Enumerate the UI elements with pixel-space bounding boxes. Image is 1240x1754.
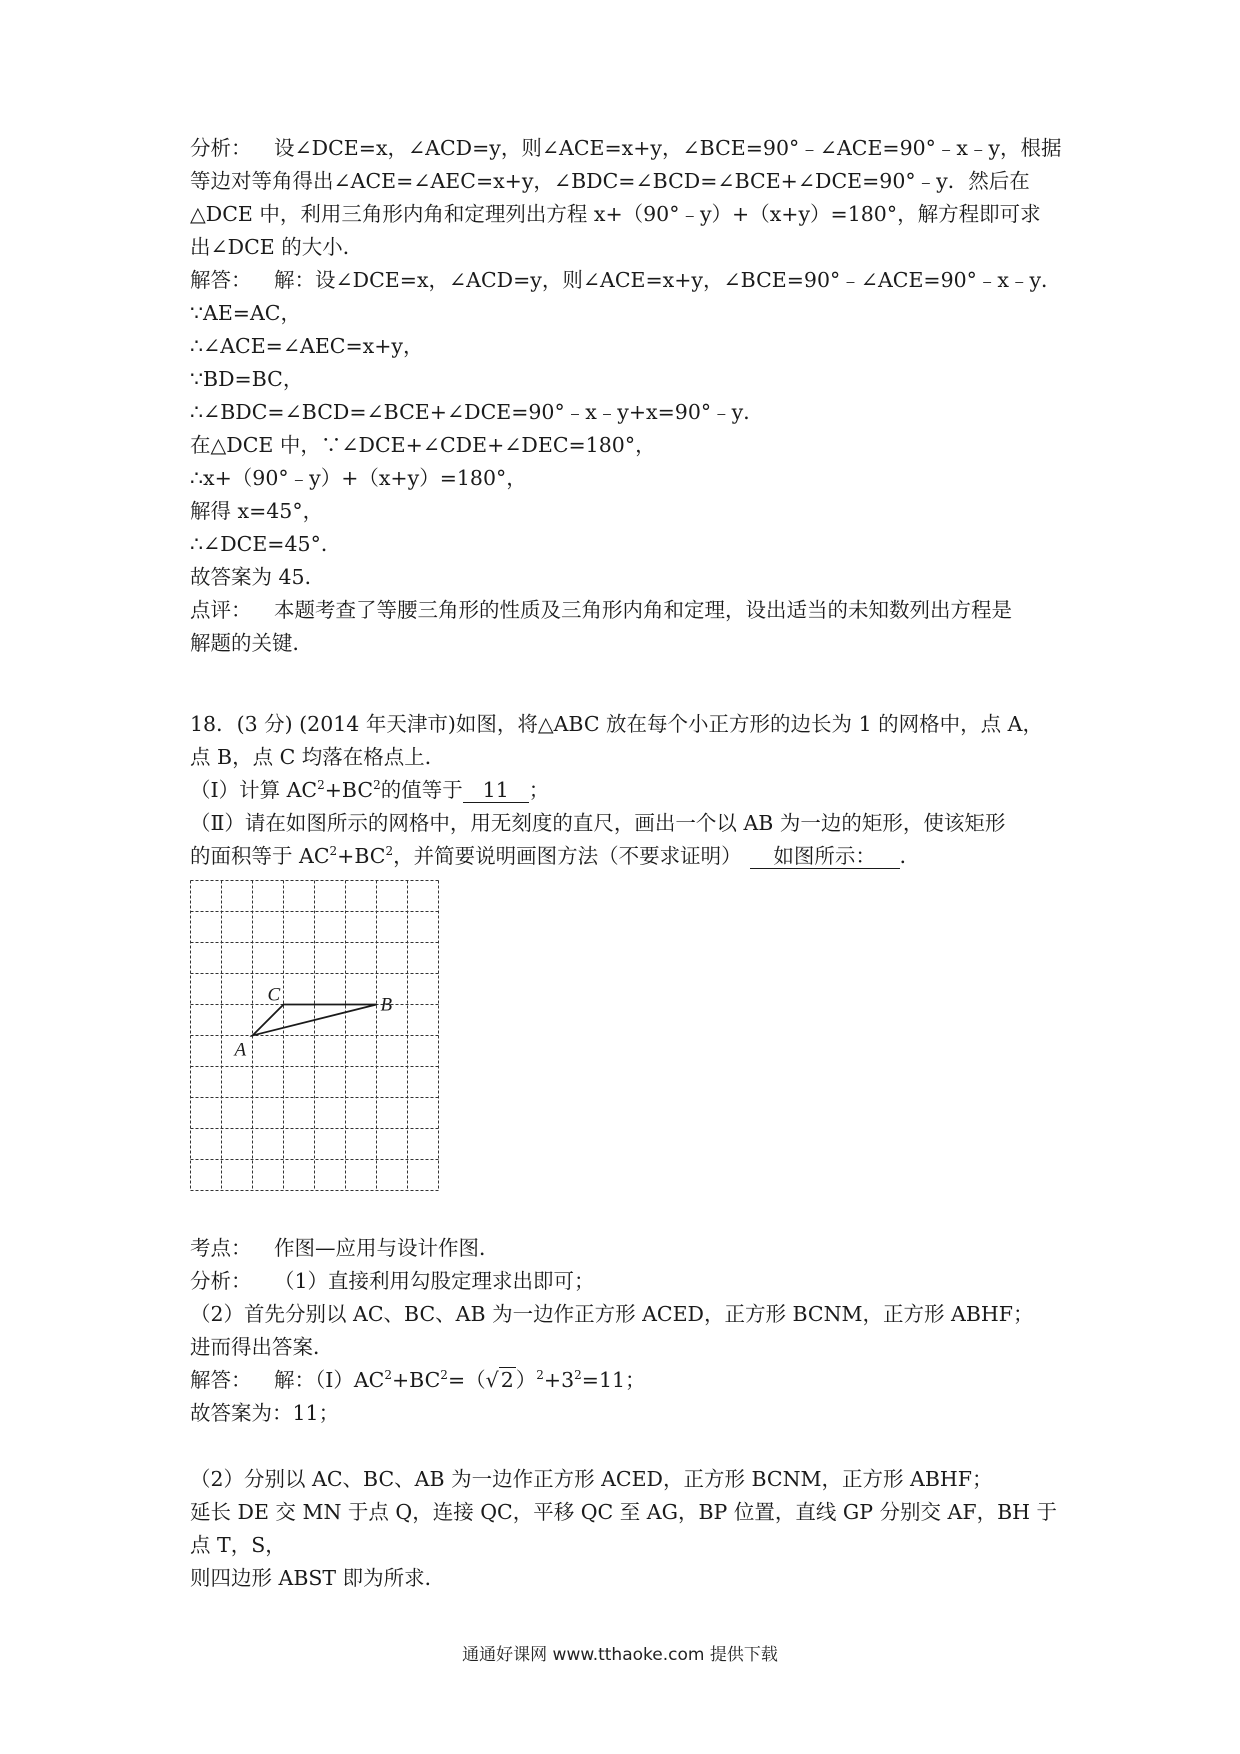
- solution-tag: 解答：: [190, 268, 252, 292]
- analysis-line: [190, 132, 1070, 165]
- part2-line: 点 T，S，: [190, 1533, 286, 1557]
- comment-tag: 点评：: [190, 598, 252, 622]
- point-line: [190, 1232, 1070, 1265]
- solution-step: 故答案为 45．: [190, 565, 326, 589]
- comment-text: 本题考查了等腰三角形的性质及三角形内角和定理，设出适当的未知数列出方程是: [274, 598, 1012, 622]
- problem-18: [190, 708, 1070, 873]
- solution-step: ∵AE=AC，: [190, 301, 301, 325]
- analysis-line: 进而得出答案．: [190, 1335, 334, 1359]
- question-line: 18．(3 分) (2014 年天津市)如图，将△ABC 放在每个小正方形的边长为 1 的网格中，点 A，: [190, 712, 1043, 736]
- solution-step: ∴∠BDC=∠BCD=∠BCE+∠DCE=90°﹣x﹣y+x=90°﹣y．: [190, 400, 764, 424]
- solution-step: ∴∠DCE=45°．: [190, 532, 342, 556]
- answer-line: 故答案为：11；: [190, 1401, 340, 1425]
- label-b: B: [380, 994, 393, 1016]
- solution-line: 解答： 解：$(Ⅰ)AC^2+BC^2=(√2)^2+3^2=11$；: [190, 1364, 1070, 1397]
- solution-line: [190, 264, 1070, 297]
- part2-line: 延长 DE 交 MN 于点 Q，连接 QC，平移 QC 至 AG，BP 位置，直线 GP 分别交 AF，BH 于: [190, 1500, 1058, 1524]
- solution-step: 在△DCE 中，∵∠DCE+∠CDE+∠DEC=180°，: [190, 433, 656, 457]
- answer-blank: 11: [463, 778, 529, 803]
- point-text: 作图—应用与设计作图．: [274, 1236, 500, 1260]
- solution-step: ∵BD=BC，: [190, 367, 304, 391]
- solution-text: 解：设∠DCE=x，∠ACD=y，则∠ACE=x+y，∠BCE=90°﹣∠ACE=90°﹣x﹣y．: [274, 268, 1062, 292]
- footer-watermark: 通通好课网 www.tthaoke.com 提供下载: [462, 1645, 778, 1665]
- analysis-text: （1）直接利用勾股定理求出即可；: [274, 1269, 595, 1293]
- part2-line: （2）分别以 AC、BC、AB 为一边作正方形 ACED，正方形 BCNM，正方形 ABHF；: [190, 1467, 993, 1491]
- analysis-line: 出∠DCE 的大小．: [190, 235, 364, 259]
- solution-step: ∴x+（90°﹣y）+（x+y）=180°，: [190, 466, 527, 490]
- solution-step: 解得 x=45°，: [190, 499, 324, 523]
- solution-step: ∴∠ACE=∠AEC=x+y，: [190, 334, 424, 358]
- grid-svg: [190, 880, 440, 1195]
- analysis-tag: 分析：: [190, 136, 252, 160]
- grid-figure: [190, 880, 440, 1195]
- analysis-tag: 分析：: [190, 1269, 252, 1293]
- question-line: 点 B，点 C 均落在格点上．: [190, 745, 446, 769]
- part2-line: 则四边形 ABST 即为所求．: [190, 1566, 446, 1590]
- answer-blank: 如图所示：: [750, 844, 900, 869]
- label-c: C: [267, 984, 281, 1006]
- analysis-line: [190, 1265, 1070, 1298]
- label-a: A: [234, 1039, 247, 1061]
- comment-line: 解题的关键．: [190, 631, 313, 655]
- sqrt-symbol: √2: [485, 1368, 514, 1392]
- problem-18-explanation: [190, 1232, 1070, 1595]
- solution-tag: 解答：: [190, 1368, 252, 1392]
- analysis-line: （2）首先分别以 AC、BC、AB 为一边作正方形 ACED，正方形 BCNM，正方形 ABHF；: [190, 1302, 1034, 1326]
- analysis-line: 等边对等角得出∠ACE=∠AEC=x+y，∠BDC=∠BCD=∠BCE+∠DCE=90°﹣y．然后在: [190, 169, 1030, 193]
- analysis-line: △DCE 中，利用三角形内角和定理列出方程 x+（90°﹣y）+（x+y）=180°，解方程即可求: [190, 202, 1041, 226]
- comment-line: [190, 594, 1070, 627]
- grid-lines: [191, 881, 439, 1191]
- part-2: （Ⅱ）请在如图所示的网格中，用无刻度的直尺，画出一个以 AB 为一边的矩形，使该矩形: [190, 811, 1006, 835]
- part-1: （Ⅰ）计算 $AC^2+BC^2$的值等于 11 ；: [190, 778, 550, 802]
- part-2: 的面积等于 $AC^2+BC^2$，并简要说明画图方法（不要求证明） 如图所示： ．: [190, 844, 921, 868]
- point-tag: 考点：: [190, 1236, 252, 1260]
- spacer: [190, 1430, 1070, 1463]
- analysis-text: 设∠DCE=x，∠ACD=y，则∠ACE=x+y，∠BCE=90°﹣∠ACE=90°﹣x﹣y，根据: [274, 136, 1062, 160]
- problem-17-explanation: [190, 132, 1070, 660]
